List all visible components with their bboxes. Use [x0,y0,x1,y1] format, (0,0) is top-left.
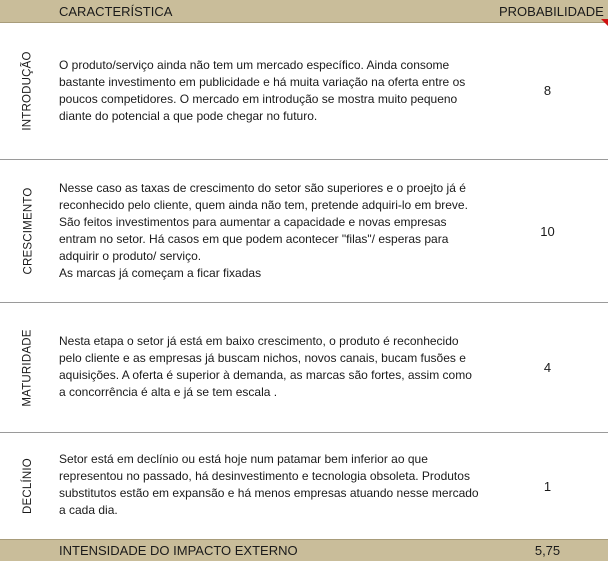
phase-row-declinio [0,433,608,538]
phase-probability-cell[interactable]: 10 [540,224,555,239]
phase-probability-cell[interactable]: 4 [543,360,552,375]
table-footer [0,539,608,561]
table-header [0,0,608,23]
phase-description-cell[interactable]: Setor está em declínio ou está hoje num patamar bem inferior ao que representou no passado, há desinvestimento e tecnologia obsoleta. Produtos substitutos estão em expansão e há menos empresas atuando nesse mercado a cada dia. [59,452,479,517]
phase-label-cell[interactable] [0,433,56,538]
phase-description-cell[interactable]: Nesta etapa o setor já está em baixo crescimento, o produto é reconhecido pelo cliente e as empresas já buscam nichos, novos canais, bucam fusões e aquisições. A oferta é superior à demanda, as marcas são fortes, assim como a concorrência é alta e já se tem escala . [59,334,472,399]
phase-label: MATURIDADE [22,328,34,407]
phase-probability-cell[interactable]: 1 [543,479,552,494]
phase-row-introducao [0,22,608,160]
footer-label-cell[interactable]: INTENSIDADE DO IMPACTO EXTERNO [59,543,298,558]
phase-label: CRESCIMENTO [22,187,34,275]
header-probability-cell[interactable]: PROBABILIDADE [499,4,604,19]
phase-row-crescimento [0,160,608,303]
phase-label-cell[interactable] [0,22,56,159]
header-feature-cell[interactable]: CARACTERÍSTICA [59,4,173,19]
phase-description-cell[interactable]: Nesse caso as taxas de crescimento do setor são superiores e o proejto já é reconhecido pelo cliente, quem ainda não tem, pretende adquiri-lo em breve. São feitos investimentos para aumentar a capacidade e novas empresas entram no setor. Há casos em que podem acontecer "filas"/ esperas para adquirir o produto/ serviço. As marcas já começam a ficar fixadas [59,181,468,280]
phase-label-cell[interactable] [0,303,56,432]
phase-row-maturidade [0,303,608,433]
phase-label-cell[interactable] [0,160,56,302]
phase-description-cell[interactable]: O produto/serviço ainda não tem um mercado específico. Ainda consome bastante investimento em publicidade e há muita variação na oferta entre os poucos competidores. O mercado em introdução se mostra muito pequeno diante do potencial a que pode chegar no futuro. [59,58,466,123]
phase-probability-cell[interactable]: 8 [543,83,552,98]
footer-value-cell[interactable]: 5,75 [534,543,561,558]
phase-label: DECLÍNIO [21,457,34,514]
phase-label: INTRODUÇÃO [22,50,34,131]
